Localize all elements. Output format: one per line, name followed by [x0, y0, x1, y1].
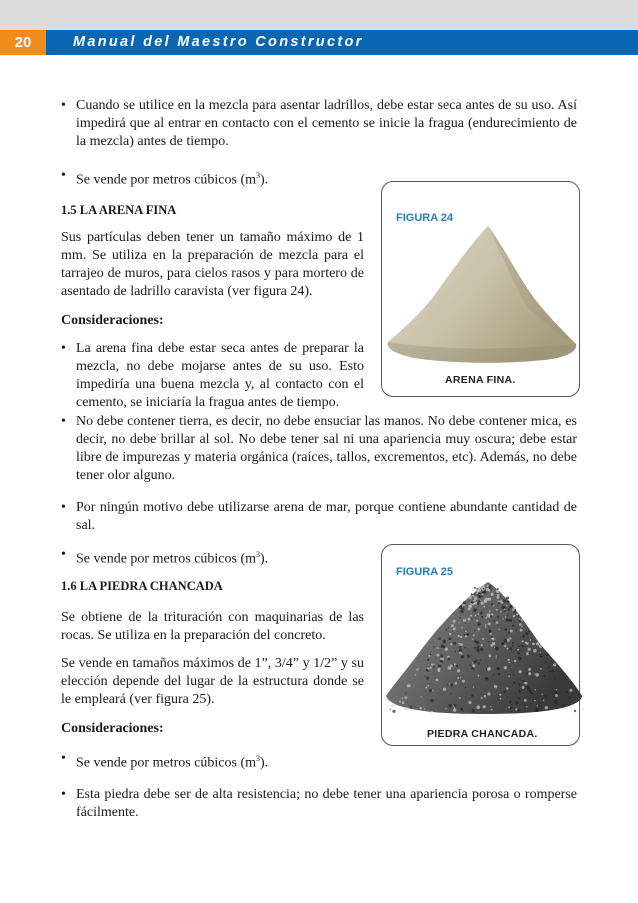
- manual-title: Manual del Maestro Constructor: [73, 34, 364, 50]
- arena-fina-paragraph: Sus partículas deben tener un tamaño máximo de 1 mm. Se utiliza en la preparación de mezcla para el tarrajeo de muros, para cielos rasos y para mortero de asentado de ladrillo caravista (ver figura 24).: [61, 230, 364, 299]
- sand-pile-image: [384, 218, 580, 366]
- arena-bullet-1: La arena fina debe estar seca antes de preparar la mezcla, no debe mojarse antes de su uso. Esto impediría una buena mezcla y, al contacto con el cemento, se iniciaría la fragua antes de tiempo.: [76, 341, 364, 410]
- arena-bullet-4: Se vende por metros cúbicos $(m^3)$.: [76, 550, 269, 567]
- intro-bullet-1: Cuando se utilice en la mezcla para asentar ladrillos, debe estar seca antes de su uso. Así impedirá que al entrar en contacto con el cemento se inicie la fragua (endurecimiento de la mezcla) antes de tiempo.: [76, 98, 577, 149]
- bullet-dot: •: [61, 341, 66, 356]
- bullet-dot: •: [61, 547, 66, 562]
- intro-bullet-2: Se vende por metros cúbicos $(m^3)$.: [76, 171, 269, 188]
- piedra-paragraph-2: Se vende en tamaños máximos de 1”, 3/4” y 1/2” y su elección depende del lugar de la estructura donde se le empleará (ver figura 25).: [61, 656, 364, 707]
- considerations-heading: Consideraciones:: [61, 721, 164, 736]
- figure-24-label: FIGURA 24: [396, 212, 454, 224]
- bullet-dot: •: [61, 98, 66, 113]
- section-heading-piedra-chancada: 1.6 LA PIEDRA CHANCADA: [61, 579, 223, 593]
- figure-24-caption: ARENA FINA.: [445, 374, 516, 386]
- arena-bullet-2: No debe contener tierra, es decir, no debe ensuciar las manos. No debe contener mica, es decir, no debe brillar al sol. No debe tener sal ni una apariencia muy oscura; debe estar libre de impurezas y materia orgánica (raíces, tallos, excrementos, etc). Además, no debe tener olor alguno.: [76, 414, 577, 483]
- page-header: [0, 30, 638, 55]
- arena-bullet-3: Por ningún motivo debe utilizarse arena de mar, porque contiene abundante cantidad de sal.: [76, 500, 577, 533]
- bullet-dot: •: [61, 168, 66, 183]
- section-heading-arena-fina: 1.5 LA ARENA FINA: [61, 203, 177, 217]
- bullet-dot: •: [61, 751, 66, 766]
- figure-25-caption: PIEDRA CHANCADA.: [427, 728, 538, 740]
- piedra-bullet-2: Esta piedra debe ser de alta resistencia; no debe tener una apariencia porosa o romperse fácilmente.: [76, 787, 577, 820]
- piedra-paragraph-1: Se obtiene de la trituración con maquinarias de las rocas. Se utiliza en la preparación del concreto.: [61, 610, 364, 643]
- figure-25-label: FIGURA 25: [396, 566, 454, 578]
- considerations-heading: Consideraciones:: [61, 313, 164, 328]
- top-gray-band: [0, 0, 638, 30]
- bullet-dot: •: [61, 414, 66, 429]
- crushed-stone-pile-image: [384, 572, 584, 717]
- bullet-dot: •: [61, 500, 66, 515]
- page-number: 20: [0, 30, 46, 55]
- piedra-bullet-1: Se vende por metros cúbicos $(m^3)$.: [76, 754, 269, 771]
- bullet-dot: •: [61, 787, 66, 802]
